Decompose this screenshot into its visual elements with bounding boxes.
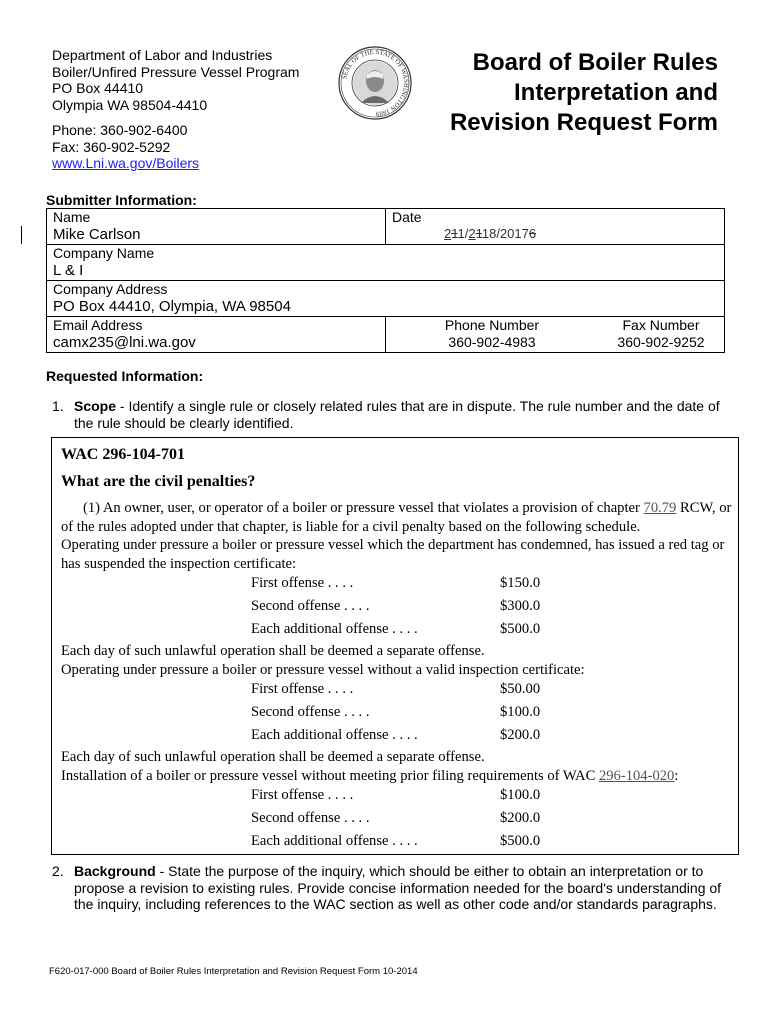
submitter-table — [46, 208, 725, 353]
rule-paragraph: (1) An owner, user, or operator of a boiler or pressure vessel that violates a provision of chapter 70.79 RCW, or of the rules adopted under that chapter, is liable for a civil penalty based on the following schedule. — [61, 500, 732, 535]
submitter-heading: Submitter Information: — [46, 192, 197, 208]
scope-answer-box[interactable] — [51, 437, 739, 855]
background-label: Background — [74, 863, 156, 879]
fine-row: Each additional offense . . . . $500.0 — [251, 833, 541, 849]
company-field[interactable]: L & I — [53, 262, 84, 279]
title-line: Interpretation and — [513, 79, 718, 106]
state-seal-icon — [337, 45, 413, 121]
scope-question: What are the civil penalties? — [61, 473, 256, 490]
rcw-link[interactable]: 70.79 — [643, 500, 677, 516]
fine-row: First offense . . . . $50.00 — [251, 681, 541, 697]
address-line: Boiler/Unfired Pressure Vessel Program — [52, 63, 300, 80]
fine-row: Second offense . . . . $300.0 — [251, 598, 541, 614]
agency-address — [52, 47, 299, 172]
fine-row: Second offense . . . . $200.0 — [251, 810, 541, 826]
company-label: Company Name — [53, 245, 155, 261]
company-address-label: Company Address — [53, 281, 168, 297]
background-instructions — [52, 863, 722, 913]
fine-schedule — [61, 785, 733, 854]
item-number: 1. — [52, 398, 64, 414]
agency-website-link[interactable]: www.Lni.wa.gov/Boilers — [52, 155, 200, 171]
email-field[interactable]: camx235@lni.wa.gov — [53, 334, 196, 351]
agency-phone: Phone: 360-902-6400 — [52, 122, 188, 138]
name-label: Name — [53, 209, 91, 225]
fine-schedule — [61, 679, 733, 748]
condition-text: Operating under pressure a boiler or pressure vessel which the department has condemned, has issued a red tag or has suspended the inspection certificate: — [61, 537, 725, 572]
fine-row: First offense . . . . $150.0 — [251, 575, 541, 591]
svg-text:SEAL OF THE STATE OF WASHINGTO: SEAL OF THE STATE OF WASHINGTON 1889 — [341, 48, 410, 118]
text-cursor — [21, 226, 22, 244]
separate-offense-text: Each day of such unlawful operation shall be deemed a separate offense. — [61, 749, 485, 765]
company-address-field[interactable]: PO Box 44410, Olympia, WA 98504 — [53, 298, 291, 315]
address-line: PO Box 44410 — [52, 80, 144, 96]
fine-row: Second offense . . . . $100.0 — [251, 704, 541, 720]
phone-field[interactable]: 360-902-4983 — [448, 334, 536, 350]
wac-number: WAC 296-104-701 — [61, 446, 185, 463]
scope-label: Scope — [74, 398, 117, 414]
separate-offense-text: Each day of such unlawful operation shall be deemed a separate offense. — [61, 643, 485, 659]
fine-row: Each additional offense . . . . $200.0 — [251, 727, 541, 743]
phone-label: Phone Number — [444, 317, 540, 333]
date-label: Date — [392, 209, 422, 225]
form-title — [450, 48, 718, 138]
condition-text: Installation of a boiler or pressure vessel without meeting prior filing requirements of WAC 296-104-020: — [61, 767, 679, 784]
agency-fax: Fax: 360-902-5292 — [52, 138, 171, 155]
item-number: 2. — [52, 863, 64, 879]
background-text: - State the purpose of the inquiry, which should be either to obtain an interpretation or to propose a revision to existing rules. Provide concise information needed for the board's understanding of the inquiry, including references to the WAC section as well as other code and/or standards paragraphs. — [74, 863, 722, 912]
wac-link[interactable]: 296-104-020 — [598, 767, 675, 784]
scope-text: - Identify a single rule or closely related rules that are in dispute. The rule number and the date of the rule should be clearly identified. — [74, 398, 720, 431]
form-footer: F620-017-000 Board of Boiler Rules Interpretation and Revision Request Form 10-2014 — [49, 966, 418, 977]
fine-row: Each additional offense . . . . $500.0 — [251, 621, 541, 637]
fax-label: Fax Number — [622, 317, 700, 333]
title-line: Board of Boiler Rules — [472, 49, 718, 76]
requested-heading: Requested Information: — [46, 368, 204, 384]
title-line: Revision Request Form — [449, 109, 718, 136]
email-label: Email Address — [53, 317, 143, 333]
fax-field[interactable]: 360-902-9252 — [617, 334, 705, 350]
fine-schedule — [61, 573, 733, 642]
name-field[interactable]: Mike Carlson — [53, 226, 141, 243]
address-line: Olympia WA 98504-4410 — [52, 96, 208, 113]
scope-instructions — [52, 398, 722, 431]
date-field[interactable]: 211/2118/20176 — [444, 226, 537, 241]
fine-row: First offense . . . . $100.0 — [251, 787, 541, 803]
condition-text: Operating under pressure a boiler or pressure vessel without a valid inspection certificate: — [61, 661, 585, 678]
address-line: Department of Labor and Industries — [52, 47, 273, 63]
